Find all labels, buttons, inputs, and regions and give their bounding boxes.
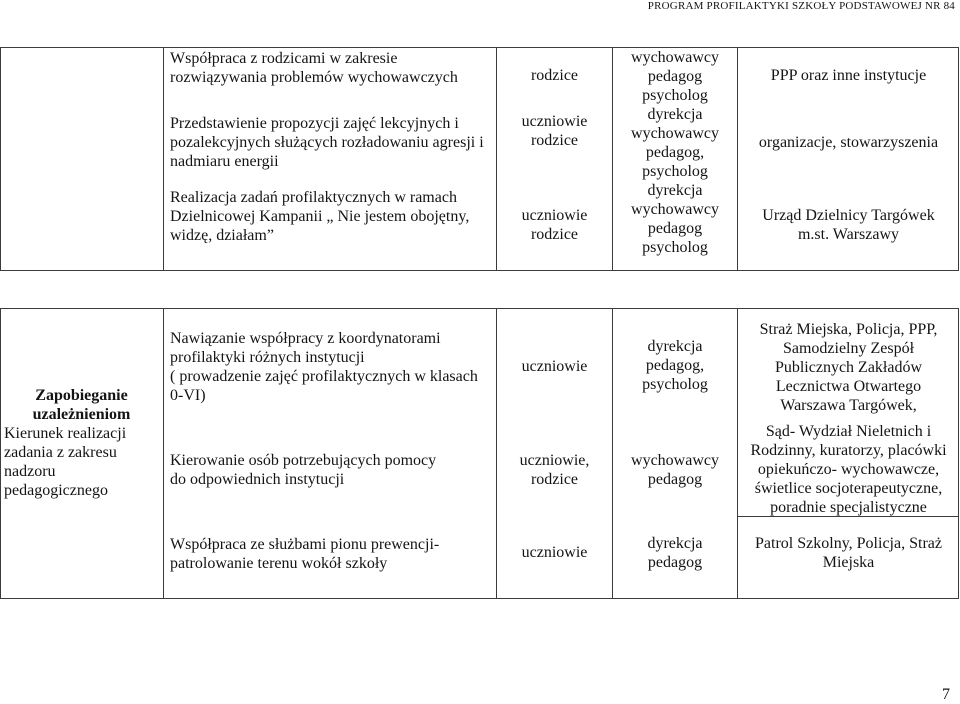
partners-text: Urząd Dzielnicy Targówek m.st. Warszawy	[762, 207, 935, 243]
partners-text: Patrol Szkolny, Policja, Straż Miejska	[755, 535, 942, 571]
partners-column	[737, 47, 959, 271]
responsible-column	[612, 308, 737, 599]
area-column	[0, 47, 163, 271]
participants-column	[496, 308, 612, 599]
task-column	[163, 47, 496, 271]
task-text: Kierowanie osób potrzebujących pomocy do odpowiednich instytucji	[170, 452, 437, 488]
participants-column	[496, 47, 612, 271]
area-title: Zapobieganie uzależnieniom	[32, 387, 131, 423]
partners-column	[737, 308, 959, 599]
participants-text: uczniowie rodzice	[521, 113, 588, 149]
task-text: Przedstawienie propozycji zajęć lekcyjnych i pozalekcyjnych służących rozładowaniu agresji i nadmiaru energii	[170, 115, 484, 170]
responsible-text: dyrekcja wychowawcy pedagog psycholog	[631, 182, 719, 256]
running-header: PROGRAM PROFILAKTYKI SZKOŁY PODSTAWOWEJ NR 84	[647, 0, 955, 12]
task-text: Współpraca z rodzicami w zakresie rozwiązywania problemów wychowawczych	[170, 50, 458, 86]
participants-text: uczniowie	[521, 358, 588, 375]
participants-text: uczniowie	[521, 544, 588, 561]
responsible-text: wychowawcy pedagog	[631, 452, 719, 488]
participants-text: uczniowie rodzice	[521, 207, 588, 243]
task-text: Realizacja zadań profilaktycznych w ramach Dzielnicowej Kampanii „ Nie jestem obojętny, widzę, działam”	[170, 189, 470, 244]
area-description: Kierunek realizacji zadania z zakresu nadzoru pedagogicznego	[4, 425, 127, 499]
responsible-text: dyrekcja pedagog	[647, 535, 703, 571]
responsible-column	[612, 47, 737, 271]
activities-table-1	[0, 47, 959, 271]
participants-text: uczniowie, rodzice	[519, 452, 590, 488]
responsible-text: wychowawcy pedagog psycholog	[631, 49, 719, 104]
activities-table-2	[0, 308, 959, 599]
area-column	[0, 308, 163, 599]
partners-text: PPP oraz inne instytucje	[770, 67, 927, 84]
partners-text: Straż Miejska, Policja, PPP, Samodzielny Zespół Publicznych Zakładów Lecznictwa Otwartego Warszawa Targówek,	[759, 321, 938, 414]
partners-text: organizacje, stowarzyszenia	[758, 134, 939, 151]
responsible-text: dyrekcja wychowawcy pedagog, psycholog	[631, 106, 719, 180]
page-number: 7	[942, 686, 950, 703]
task-text: Współpraca ze służbami pionu prewencji- patrolowanie terenu wokół szkoły	[170, 536, 440, 572]
responsible-text: dyrekcja pedagog, psycholog	[642, 338, 708, 393]
partners-text: Sąd- Wydział Nieletnich i Rodzinny, kuratorzy, placówki opiekuńczo- wychowawcze, świetlice socjoterapeutyczne, poradnie specjalistyczne	[750, 423, 947, 516]
task-column	[163, 308, 496, 599]
row-separator	[738, 516, 959, 517]
task-text: Nawiązanie współpracy z koordynatorami profilaktyki różnych instytucji ( prowadzenie zajęć profilaktycznych w klasach 0-VI)	[170, 330, 478, 404]
participants-text: rodzice	[530, 67, 579, 84]
